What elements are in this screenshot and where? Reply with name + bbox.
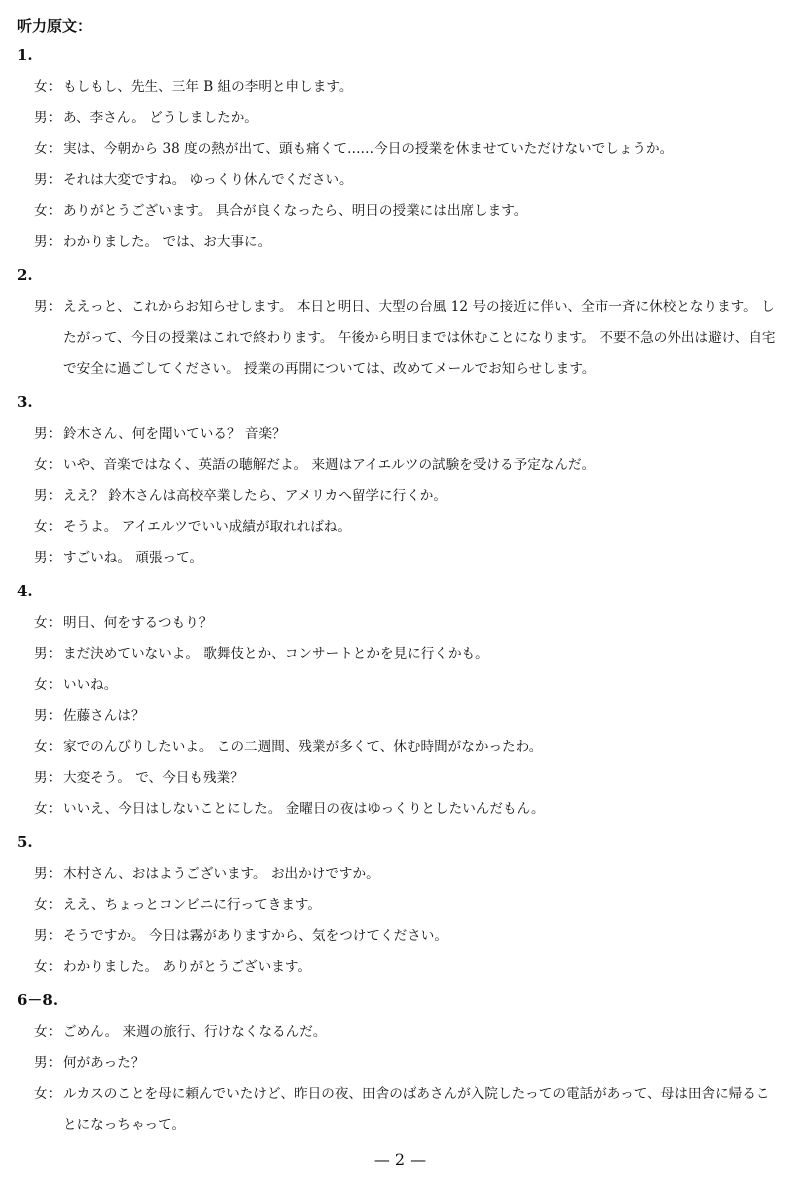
dialogue-line <box>17 481 784 512</box>
dialogue-line <box>17 292 784 385</box>
section-number: 1. <box>17 46 33 64</box>
transcript-section <box>17 45 784 258</box>
dialogue-block <box>17 419 784 574</box>
speaker-colon: ： <box>47 928 62 944</box>
dialogue-block <box>17 292 784 385</box>
transcript-sections <box>17 45 784 1141</box>
speaker-label <box>34 134 63 165</box>
speaker-name: 女 <box>34 1086 48 1102</box>
speaker-colon: ： <box>47 1024 62 1040</box>
speaker-colon: ： <box>47 615 62 631</box>
speaker-name: 男 <box>34 234 48 250</box>
speaker-label <box>34 165 63 196</box>
speaker-label <box>34 1048 63 1079</box>
dialogue-line <box>17 103 784 134</box>
speaker-name: 男 <box>34 646 48 662</box>
utterance-text: そうですか。 今日は霧がありますから、気をつけてください。 <box>63 928 448 944</box>
dialogue-line <box>17 1017 784 1048</box>
utterance-text: 家でのんびりしたいよ。 この二週間、残業が多くて、休む時間がなかったわ。 <box>63 739 543 755</box>
speaker-name: 男 <box>34 770 48 786</box>
dialogue-block <box>17 72 784 258</box>
speaker-name: 女 <box>34 801 48 817</box>
dialogue-line <box>17 227 784 258</box>
section-number: 2. <box>17 266 33 284</box>
speaker-name: 男 <box>34 1055 48 1071</box>
speaker-name: 女 <box>34 79 48 95</box>
speaker-colon: ： <box>47 203 62 219</box>
speaker-label <box>34 921 63 952</box>
speaker-colon: ： <box>47 866 62 882</box>
speaker-label <box>34 292 63 323</box>
utterance-text: ええ、ちょっとコンビニに行ってきます。 <box>63 897 322 913</box>
dialogue-line <box>17 72 784 103</box>
speaker-colon: ： <box>47 457 62 473</box>
dialogue-line <box>17 1079 784 1141</box>
utterance-text: ええっと、これからお知らせします。 本日と明日、大型の台風 12 号の接近に伴い、全市一斉に休校となります。 したがって、今日の授業はこれで終わります。 午後から明日までは休むことになります。 不要不急の外出は避け、自宅で安全に過ごしてください。 授業の再開については、改めてメールでお知らせします。 <box>63 299 776 377</box>
speaker-label <box>34 608 63 639</box>
dialogue-line <box>17 732 784 763</box>
section-number: 3. <box>17 393 33 411</box>
speaker-colon: ： <box>47 1086 62 1102</box>
speaker-label <box>34 1017 63 1048</box>
speaker-name: 男 <box>34 550 48 566</box>
speaker-label <box>34 952 63 983</box>
speaker-label <box>34 72 63 103</box>
dialogue-line <box>17 543 784 574</box>
speaker-name: 女 <box>34 141 48 157</box>
speaker-colon: ： <box>47 646 62 662</box>
utterance-text: いいえ、今日はしないことにした。 金曜日の夜はゆっくりとしたいんだもん。 <box>63 801 545 817</box>
speaker-name: 男 <box>34 866 48 882</box>
utterance-text: いいね。 <box>63 677 118 693</box>
dialogue-line <box>17 859 784 890</box>
dialogue-line <box>17 763 784 794</box>
speaker-colon: ： <box>47 739 62 755</box>
speaker-name: 女 <box>34 959 48 975</box>
utterance-text: ルカスのことを母に頼んでいたけど、昨日の夜、田舎のばあさんが入院したっての電話があって、母は田舎に帰ることになっちゃって。 <box>63 1086 770 1133</box>
utterance-text: 木村さん、おはようございます。 お出かけですか。 <box>63 866 380 882</box>
utterance-text: いや、音楽ではなく、英語の聴解だよ。 来週はアイエルツの試験を受ける予定なんだ。 <box>63 457 596 473</box>
dialogue-block <box>17 859 784 983</box>
transcript-section <box>17 392 784 574</box>
speaker-name: 男 <box>34 708 48 724</box>
speaker-label <box>34 196 63 227</box>
speaker-name: 女 <box>34 677 48 693</box>
speaker-name: 女 <box>34 1024 48 1040</box>
utterance-text: もしもし、先生、三年 B 組の李明と申します。 <box>63 79 353 95</box>
speaker-colon: ： <box>47 299 62 315</box>
dialogue-block <box>17 1017 784 1141</box>
utterance-text: わかりました。 では、お大事に。 <box>63 234 272 250</box>
utterance-text: それは大変ですね。 ゆっくり休んでください。 <box>63 172 353 188</box>
speaker-name: 男 <box>34 928 48 944</box>
speaker-label <box>34 794 63 825</box>
speaker-label <box>34 227 63 258</box>
dialogue-line <box>17 639 784 670</box>
speaker-colon: ： <box>47 426 62 442</box>
speaker-colon: ： <box>47 234 62 250</box>
speaker-colon: ： <box>47 172 62 188</box>
speaker-name: 男 <box>34 172 48 188</box>
speaker-colon: ： <box>47 770 62 786</box>
dialogue-line <box>17 1048 784 1079</box>
utterance-text: ありがとうございます。 具合が良くなったら、明日の授業には出席します。 <box>63 203 528 219</box>
dialogue-line <box>17 196 784 227</box>
speaker-name: 女 <box>34 739 48 755</box>
speaker-label <box>34 481 63 512</box>
dialogue-block <box>17 608 784 825</box>
utterance-text: わかりました。 ありがとうございます。 <box>63 959 311 975</box>
dialogue-line <box>17 921 784 952</box>
dialogue-line <box>17 165 784 196</box>
dialogue-line <box>17 608 784 639</box>
speaker-colon: ： <box>47 959 62 975</box>
transcript-section <box>17 990 784 1141</box>
speaker-label <box>34 512 63 543</box>
section-number: 4. <box>17 582 33 600</box>
speaker-colon: ： <box>47 488 62 504</box>
speaker-name: 男 <box>34 110 48 126</box>
speaker-colon: ： <box>47 801 62 817</box>
dialogue-line <box>17 670 784 701</box>
utterance-text: すごいね。 頑張って。 <box>63 550 203 566</box>
speaker-label <box>34 103 63 134</box>
speaker-label <box>34 419 63 450</box>
speaker-name: 男 <box>34 488 48 504</box>
section-number: 6－8. <box>17 991 59 1009</box>
speaker-label <box>34 450 63 481</box>
utterance-text: 鈴木さん、何を聞いている？ 音楽？ <box>63 426 286 442</box>
speaker-label <box>34 859 63 890</box>
utterance-text: 明日、何をするつもり？ <box>63 615 213 631</box>
speaker-label <box>34 701 63 732</box>
utterance-text: 大変そう。 で、今日も残業？ <box>63 770 244 786</box>
speaker-name: 女 <box>34 203 48 219</box>
utterance-text: 実は、今朝から 38 度の熱が出て、頭も痛くて……今日の授業を休ませていただけないでしょうか。 <box>63 141 674 157</box>
speaker-label <box>34 763 63 794</box>
dialogue-line <box>17 134 784 165</box>
transcript-section <box>17 265 784 385</box>
section-number: 5. <box>17 833 33 851</box>
utterance-text: そうよ。 アイエルツでいい成績が取れればね。 <box>63 519 352 535</box>
speaker-label <box>34 639 63 670</box>
speaker-name: 女 <box>34 615 48 631</box>
speaker-label <box>34 1079 63 1110</box>
utterance-text: ええ？ 鈴木さんは高校卒業したら、アメリカへ留学に行くか。 <box>63 488 447 504</box>
speaker-colon: ： <box>47 79 62 95</box>
speaker-colon: ： <box>47 141 62 157</box>
speaker-label <box>34 732 63 763</box>
page-heading: 听力原文： <box>17 17 93 35</box>
speaker-colon: ： <box>47 1055 62 1071</box>
dialogue-line <box>17 890 784 921</box>
dialogue-line <box>17 419 784 450</box>
speaker-colon: ： <box>47 519 62 535</box>
utterance-text: まだ決めていないよ。 歌舞伎とか、コンサートとかを見に行くかも。 <box>63 646 489 662</box>
speaker-label <box>34 543 63 574</box>
dialogue-line <box>17 512 784 543</box>
utterance-text: 佐藤さんは？ <box>63 708 145 724</box>
speaker-name: 女 <box>34 457 48 473</box>
speaker-name: 女 <box>34 519 48 535</box>
utterance-text: ごめん。 来週の旅行、行けなくなるんだ。 <box>63 1024 327 1040</box>
speaker-label <box>34 890 63 921</box>
dialogue-line <box>17 952 784 983</box>
speaker-colon: ： <box>47 550 62 566</box>
speaker-colon: ： <box>47 677 62 693</box>
speaker-name: 男 <box>34 426 48 442</box>
transcript-section <box>17 832 784 983</box>
dialogue-line <box>17 794 784 825</box>
speaker-name: 女 <box>34 897 48 913</box>
speaker-colon: ： <box>47 897 62 913</box>
utterance-text: 何があった？ <box>63 1055 145 1071</box>
transcript-section <box>17 581 784 825</box>
page-number: — 2 — <box>373 1150 427 1169</box>
speaker-label <box>34 670 63 701</box>
speaker-colon: ： <box>47 708 62 724</box>
speaker-colon: ： <box>47 110 62 126</box>
speaker-name: 男 <box>34 299 48 315</box>
utterance-text: あ、李さん。 どうしましたか。 <box>63 110 258 126</box>
dialogue-line <box>17 450 784 481</box>
dialogue-line <box>17 701 784 732</box>
